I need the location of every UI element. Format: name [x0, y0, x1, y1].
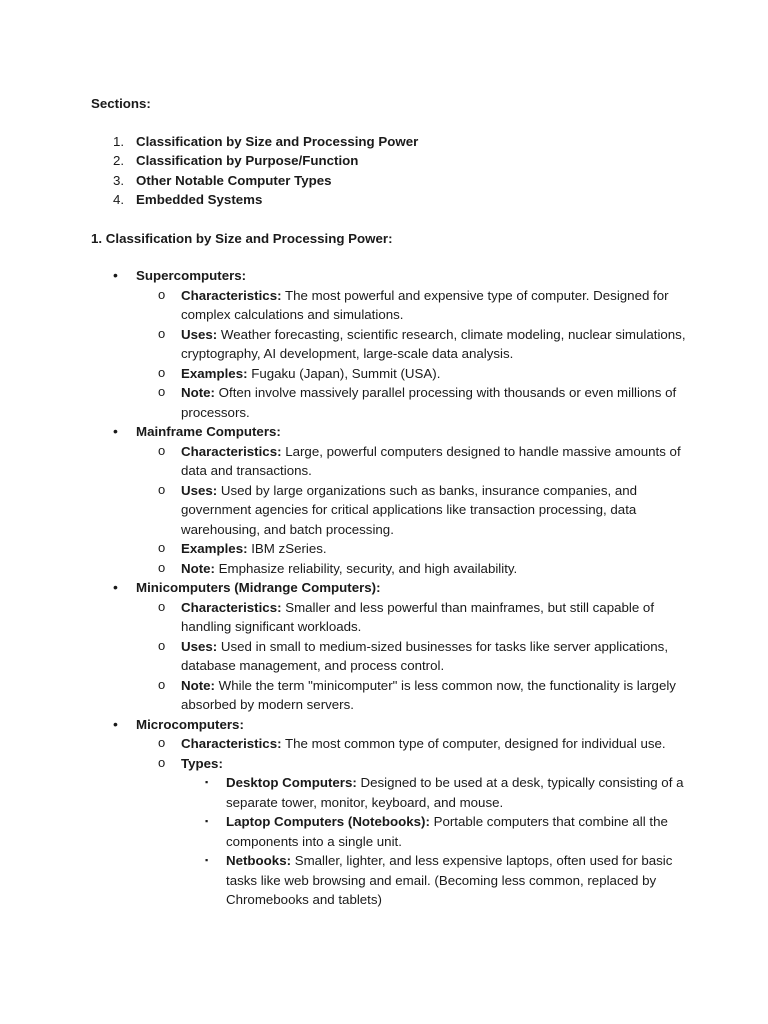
- item-text: Used in small to medium-sized businesses for tasks like server applications, database management, and process control.: [181, 638, 669, 673]
- item-label: Desktop Computers:: [226, 775, 357, 790]
- sublist: [136, 598, 691, 715]
- circle-marker: o: [158, 754, 166, 770]
- list-item: [181, 773, 691, 812]
- item-text: The most common type of computer, designed for individual use.: [281, 736, 666, 751]
- item-text: Large, powerful computers designed to handle massive amounts of data and transactions.: [181, 443, 681, 478]
- item-title: Supercomputers:: [136, 268, 247, 283]
- section-number: 3.: [113, 172, 125, 188]
- square-marker: ▪: [205, 816, 209, 826]
- circle-marker: o: [158, 559, 166, 575]
- item-label: Characteristics:: [181, 443, 282, 459]
- sections-heading: Sections:: [91, 96, 151, 111]
- section-label: Other Notable Computer Types: [136, 172, 332, 188]
- item-text: Smaller, lighter, and less expensive laptops, often used for basic tasks like web browsing and email. (Becoming less common, replaced by Chromebooks and tablets): [226, 853, 673, 907]
- list-item: [136, 637, 691, 676]
- section-item: [91, 171, 691, 191]
- item-label: Laptop Computers (Notebooks):: [226, 814, 430, 829]
- list-item: [136, 325, 691, 364]
- circle-marker: o: [158, 735, 166, 750]
- item-label: Characteristics:: [181, 287, 282, 303]
- section-number: 4.: [113, 192, 125, 207]
- section-item: [91, 132, 691, 152]
- item-label: Note:: [181, 677, 215, 693]
- item-label: Netbooks:: [226, 853, 292, 868]
- list-item-types: [136, 754, 691, 910]
- list-item-supercomputers: [91, 266, 691, 422]
- item-label: Examples:: [181, 365, 248, 381]
- section-item: [91, 151, 691, 171]
- item-label: Characteristics:: [181, 599, 282, 615]
- sublist: [136, 286, 691, 423]
- item-label: Note:: [181, 385, 215, 400]
- circle-marker: o: [158, 481, 166, 497]
- item-text: Emphasize reliability, security, and high availability.: [214, 560, 518, 576]
- list-item: [136, 559, 691, 579]
- list-item: [136, 734, 691, 754]
- item-label: Examples:: [181, 541, 248, 556]
- sublist: [136, 442, 691, 579]
- section-label: Embedded Systems: [136, 192, 263, 207]
- section-label: Classification by Size and Processing Power: [136, 133, 419, 149]
- item-title: Mainframe Computers:: [136, 424, 281, 439]
- item-text: While the term "minicomputer" is less common now, the functionality is largely absorbed by modern servers.: [181, 677, 676, 712]
- item-text: Fugaku (Japan), Summit (USA).: [247, 365, 441, 381]
- list-item: [181, 812, 691, 851]
- item-title: Microcomputers:: [136, 716, 244, 732]
- circle-marker: o: [158, 540, 166, 555]
- item-text: Often involve massively parallel processing with thousands or even millions of processors.: [181, 385, 677, 420]
- list-item-microcomputers: [91, 715, 691, 910]
- section-number: 1.: [113, 133, 125, 149]
- list-item: [136, 364, 691, 384]
- bullet-marker: •: [113, 579, 118, 595]
- square-marker: ▪: [205, 855, 209, 865]
- item-label: Uses:: [181, 482, 218, 498]
- circle-marker: o: [158, 598, 166, 614]
- section-1-title: 1. Classification by Size and Processing Power:: [91, 230, 393, 246]
- bullet-marker: •: [113, 715, 118, 732]
- list-item-mainframe: [91, 422, 691, 578]
- list-item: [181, 851, 691, 910]
- sublist: [136, 734, 691, 910]
- bullet-marker: •: [113, 423, 118, 439]
- types-sublist: [181, 773, 691, 910]
- circle-marker: o: [158, 637, 166, 653]
- item-text: Designed to be used at a desk, typically consisting of a separate tower, monitor, keyboard, and mouse.: [226, 775, 684, 810]
- item-text: Smaller and less powerful than mainframes, but still capable of handling significant workloads.: [181, 599, 655, 634]
- bullet-marker: •: [113, 267, 118, 283]
- list-item: [136, 676, 691, 715]
- section-label: Classification by Purpose/Function: [136, 153, 359, 168]
- list-item-minicomputers: [91, 578, 691, 715]
- circle-marker: o: [158, 442, 166, 458]
- item-text: Weather forecasting, scientific research, climate modeling, nuclear simulations, cryptography, AI development, large-scale data analysis.: [181, 326, 686, 361]
- square-marker: ▪: [205, 777, 209, 787]
- sections-list: [91, 132, 691, 210]
- list-item: [136, 598, 691, 637]
- item-text: IBM zSeries.: [247, 541, 327, 556]
- circle-marker: o: [158, 364, 166, 380]
- list-item: [136, 442, 691, 481]
- list-item: [136, 539, 691, 559]
- item-text: Portable computers that combine all the components into a single unit.: [226, 814, 668, 849]
- item-label: Characteristics:: [181, 736, 282, 751]
- circle-marker: o: [158, 286, 166, 302]
- item-title: Minicomputers (Midrange Computers):: [136, 580, 381, 595]
- circle-marker: o: [158, 325, 166, 341]
- list-item: [136, 383, 691, 422]
- item-label: Uses:: [181, 638, 218, 654]
- circle-marker: o: [158, 676, 166, 692]
- item-label: Uses:: [181, 326, 218, 342]
- computer-types-list: [91, 266, 691, 910]
- item-text: The most powerful and expensive type of computer. Designed for complex calculations and simulations.: [181, 287, 669, 322]
- list-item: [136, 481, 691, 540]
- item-text: Used by large organizations such as banks, insurance companies, and government agencies for critical applications like transaction processing, data warehousing, and batch processing.: [181, 482, 638, 537]
- circle-marker: o: [158, 384, 166, 399]
- item-label: Note:: [181, 560, 215, 576]
- document-content: [91, 94, 691, 910]
- item-label: Types:: [181, 755, 223, 771]
- section-item: [91, 190, 691, 210]
- list-item: [136, 286, 691, 325]
- section-number: 2.: [113, 153, 125, 168]
